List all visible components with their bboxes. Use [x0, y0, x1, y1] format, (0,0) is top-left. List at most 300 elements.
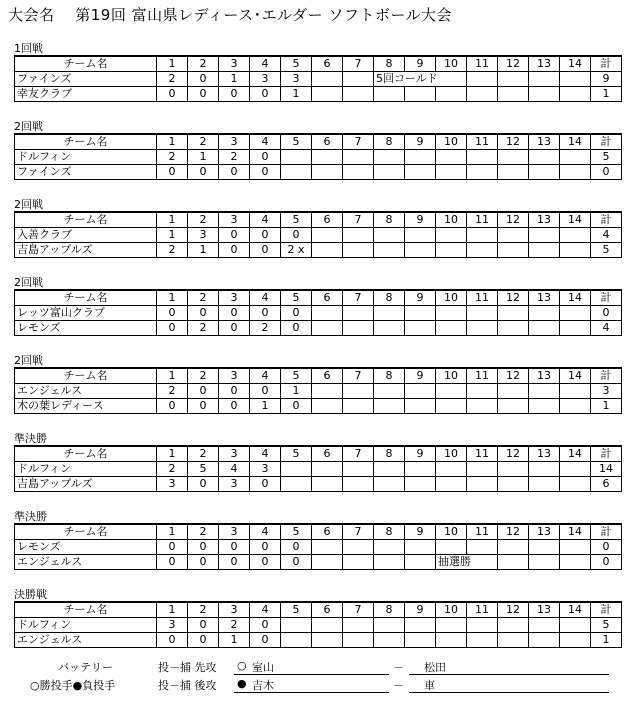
inning-score: [374, 306, 405, 321]
inning-score: [436, 618, 467, 633]
total-score: 0: [591, 306, 622, 321]
inning-score: [560, 540, 591, 555]
team-row: [15, 384, 622, 399]
inning-header: 6: [312, 368, 343, 384]
inning-header: 12: [498, 368, 529, 384]
team-name-header: チーム名: [15, 290, 157, 306]
header-row: [15, 446, 622, 462]
inning-score: [529, 243, 560, 258]
inning-score: [529, 462, 560, 477]
inning-header: 3: [219, 368, 250, 384]
inning-score: [467, 72, 498, 87]
inning-header: 7: [343, 290, 374, 306]
inning-score: [498, 384, 529, 399]
total-header: 計: [591, 290, 622, 306]
inning-header: 1: [157, 602, 188, 618]
pitcher-legend: ○勝投手●負投手: [30, 679, 116, 692]
inning-header: 10: [436, 134, 467, 150]
inning-score: [405, 228, 436, 243]
inning-header: 9: [405, 56, 436, 72]
inning-score: [312, 72, 343, 87]
inning-score: [529, 633, 560, 648]
total-score: 4: [591, 228, 622, 243]
inning-score: [374, 399, 405, 414]
inning-score: [374, 228, 405, 243]
inning-header: 10: [436, 446, 467, 462]
inning-score: [343, 399, 374, 414]
inning-score: [560, 165, 591, 180]
inning-header: 4: [250, 524, 281, 540]
inning-header: 12: [498, 446, 529, 462]
inning-header: 4: [250, 56, 281, 72]
total-header: 計: [591, 212, 622, 228]
score-table: [14, 211, 622, 258]
inning-score: [529, 306, 560, 321]
inning-score: [343, 555, 374, 570]
inning-score: 3: [188, 228, 219, 243]
inning-score: 0: [281, 399, 312, 414]
inning-header: 4: [250, 212, 281, 228]
team-name: エンジェルス: [15, 633, 157, 648]
inning-score: [467, 633, 498, 648]
inning-score: 0: [219, 540, 250, 555]
inning-score: [436, 306, 467, 321]
inning-score: 3: [157, 477, 188, 492]
inning-header: 14: [560, 290, 591, 306]
inning-header: 3: [219, 602, 250, 618]
inning-header: 9: [405, 134, 436, 150]
inning-header: 14: [560, 524, 591, 540]
inning-header: 10: [436, 56, 467, 72]
inning-score: 3: [250, 462, 281, 477]
inning-score: [498, 306, 529, 321]
inning-header: 7: [343, 446, 374, 462]
inning-score: 1: [281, 384, 312, 399]
inning-header: 6: [312, 524, 343, 540]
inning-header: 14: [560, 602, 591, 618]
header-row: [15, 56, 622, 72]
inning-score: 0: [219, 321, 250, 336]
total-score: 3: [591, 384, 622, 399]
inning-header: 8: [374, 446, 405, 462]
inning-header: 4: [250, 134, 281, 150]
inning-score: 0: [188, 87, 219, 102]
inning-header: 5: [281, 524, 312, 540]
inning-score: 0: [281, 540, 312, 555]
team-name: エンジェルス: [15, 555, 157, 570]
team-name-header: チーム名: [15, 134, 157, 150]
inning-score: 0: [219, 243, 250, 258]
header-row: [15, 524, 622, 540]
inning-score: [405, 555, 436, 570]
inning-score: [467, 243, 498, 258]
team-name: ドルフィン: [15, 462, 157, 477]
team-name: レモンズ: [15, 540, 157, 555]
inning-score: 2: [157, 243, 188, 258]
inning-score: 2: [157, 150, 188, 165]
inning-score: 1: [281, 87, 312, 102]
inning-score: 0: [157, 540, 188, 555]
inning-header: 14: [560, 212, 591, 228]
inning-header: 11: [467, 602, 498, 618]
inning-score: [467, 321, 498, 336]
inning-header: 11: [467, 56, 498, 72]
header-row: [15, 368, 622, 384]
inning-header: 8: [374, 134, 405, 150]
inning-score: 0: [250, 87, 281, 102]
inning-score: 0: [250, 618, 281, 633]
team-row: [15, 399, 622, 414]
total-score: 4: [591, 321, 622, 336]
total-score: 0: [591, 555, 622, 570]
inning-score: [560, 618, 591, 633]
inning-score: [436, 243, 467, 258]
score-table: [14, 289, 622, 336]
inning-score: [498, 165, 529, 180]
inning-score: [343, 477, 374, 492]
inning-header: 5: [281, 56, 312, 72]
inning-score: [374, 633, 405, 648]
inning-score: [312, 306, 343, 321]
inning-score: [467, 384, 498, 399]
inning-score: [343, 165, 374, 180]
inning-score: [281, 150, 312, 165]
inning-score: [529, 150, 560, 165]
inning-header: 2: [188, 524, 219, 540]
total-score: 1: [591, 399, 622, 414]
inning-header: 2: [188, 212, 219, 228]
total-score: 1: [591, 87, 622, 102]
inning-header: 9: [405, 524, 436, 540]
team-row: [15, 306, 622, 321]
team-name: レモンズ: [15, 321, 157, 336]
inning-score: [436, 633, 467, 648]
inning-score: [374, 618, 405, 633]
team-row: [15, 243, 622, 258]
inning-score: 0: [188, 555, 219, 570]
inning-score: [312, 384, 343, 399]
inning-header: 12: [498, 290, 529, 306]
total-score: 5: [591, 150, 622, 165]
inning-score: [405, 540, 436, 555]
inning-score: 0: [250, 540, 281, 555]
inning-score: [405, 618, 436, 633]
inning-header: 7: [343, 524, 374, 540]
inning-header: 12: [498, 212, 529, 228]
inning-score: [343, 462, 374, 477]
inning-header: 13: [529, 602, 560, 618]
inning-score: 0: [250, 555, 281, 570]
battery-row2-catcher-line: [409, 692, 609, 693]
inning-score: [312, 462, 343, 477]
inning-score: [467, 477, 498, 492]
total-score: 6: [591, 477, 622, 492]
inning-score: [498, 462, 529, 477]
inning-header: 12: [498, 524, 529, 540]
inning-score: [405, 87, 436, 102]
inning-score: 2: [157, 72, 188, 87]
total-header: 計: [591, 368, 622, 384]
inning-score: [343, 150, 374, 165]
inning-header: 2: [188, 446, 219, 462]
inning-score: [312, 555, 343, 570]
inning-score: 0: [157, 87, 188, 102]
inning-header: 8: [374, 56, 405, 72]
inning-header: 7: [343, 368, 374, 384]
inning-score: [529, 477, 560, 492]
score-table: [14, 523, 622, 570]
inning-score: 0: [219, 555, 250, 570]
team-name: レッツ富山クラブ: [15, 306, 157, 321]
team-name: エンジェルス: [15, 384, 157, 399]
team-row: [15, 633, 622, 648]
inning-score: [467, 462, 498, 477]
inning-header: 13: [529, 212, 560, 228]
loss-mark-icon: ●: [237, 677, 247, 690]
inning-score: 1: [250, 399, 281, 414]
inning-score: 0: [188, 618, 219, 633]
inning-score: [436, 540, 467, 555]
inning-header: 12: [498, 602, 529, 618]
inning-header: 10: [436, 524, 467, 540]
inning-score: [405, 150, 436, 165]
inning-score: [560, 72, 591, 87]
inning-score: 0: [188, 72, 219, 87]
inning-score: 0: [219, 306, 250, 321]
team-name-header: チーム名: [15, 368, 157, 384]
battery-row2-dash: －: [393, 679, 404, 692]
battery-row2-pitcher-line: [234, 692, 389, 693]
team-name-header: チーム名: [15, 56, 157, 72]
game-note: 5回コールド: [374, 72, 467, 87]
inning-score: [529, 228, 560, 243]
inning-header: 5: [281, 368, 312, 384]
inning-header: 9: [405, 290, 436, 306]
inning-header: 3: [219, 524, 250, 540]
battery-row1-dash: －: [393, 661, 404, 674]
inning-score: [529, 87, 560, 102]
inning-header: 13: [529, 134, 560, 150]
team-row: [15, 618, 622, 633]
inning-header: 9: [405, 212, 436, 228]
inning-score: [498, 618, 529, 633]
inning-score: [312, 150, 343, 165]
inning-score: [467, 306, 498, 321]
total-header: 計: [591, 134, 622, 150]
inning-score: [529, 555, 560, 570]
team-row: [15, 462, 622, 477]
score-table: [14, 601, 622, 648]
inning-score: [405, 165, 436, 180]
inning-score: [436, 477, 467, 492]
inning-score: [467, 540, 498, 555]
team-name: ドルフィン: [15, 618, 157, 633]
inning-header: 8: [374, 368, 405, 384]
inning-header: 6: [312, 602, 343, 618]
inning-score: [312, 321, 343, 336]
team-name: ファインズ: [15, 165, 157, 180]
inning-header: 14: [560, 56, 591, 72]
inning-score: [498, 243, 529, 258]
inning-score: [498, 87, 529, 102]
inning-score: 0: [250, 243, 281, 258]
inning-score: [343, 540, 374, 555]
game-round-label: 1回戦: [14, 42, 43, 55]
inning-score: [405, 243, 436, 258]
team-name: 吉島アップルズ: [15, 243, 157, 258]
inning-header: 8: [374, 602, 405, 618]
inning-score: 0: [219, 399, 250, 414]
header-row: [15, 212, 622, 228]
battery-row1-catcher: 松田: [424, 661, 446, 674]
inning-header: 8: [374, 290, 405, 306]
inning-header: 10: [436, 212, 467, 228]
inning-header: 11: [467, 524, 498, 540]
inning-score: 0: [250, 165, 281, 180]
inning-score: 3: [281, 72, 312, 87]
inning-score: [343, 87, 374, 102]
inning-score: [560, 321, 591, 336]
inning-header: 11: [467, 368, 498, 384]
inning-score: 0: [281, 321, 312, 336]
inning-header: 7: [343, 134, 374, 150]
inning-score: [560, 306, 591, 321]
inning-score: [436, 87, 467, 102]
inning-score: [467, 399, 498, 414]
team-name: 吉島アップルズ: [15, 477, 157, 492]
battery-row1-pitcher-line: [234, 674, 389, 675]
team-name: 木の葉レディース: [15, 399, 157, 414]
inning-score: [560, 384, 591, 399]
inning-score: 2: [219, 150, 250, 165]
inning-score: 0: [188, 477, 219, 492]
inning-score: [312, 87, 343, 102]
inning-header: 2: [188, 602, 219, 618]
inning-score: [436, 462, 467, 477]
team-row: [15, 540, 622, 555]
inning-score: [405, 321, 436, 336]
inning-score: 0: [250, 306, 281, 321]
inning-score: 1: [219, 633, 250, 648]
game-round-label: 2回戦: [14, 276, 43, 289]
inning-score: [529, 72, 560, 87]
team-name: 幸友クラブ: [15, 87, 157, 102]
team-row: [15, 321, 622, 336]
inning-score: 4: [219, 462, 250, 477]
inning-score: [498, 633, 529, 648]
header-row: [15, 290, 622, 306]
inning-header: 3: [219, 56, 250, 72]
inning-header: 8: [374, 524, 405, 540]
inning-score: [560, 633, 591, 648]
inning-score: [374, 87, 405, 102]
inning-header: 10: [436, 368, 467, 384]
inning-score: [529, 321, 560, 336]
battery-row2-catcher: 車: [424, 679, 435, 692]
team-row: [15, 150, 622, 165]
inning-score: [529, 384, 560, 399]
inning-score: [374, 462, 405, 477]
inning-score: [498, 228, 529, 243]
inning-header: 5: [281, 602, 312, 618]
inning-header: 7: [343, 212, 374, 228]
inning-score: [374, 150, 405, 165]
game-round-label: 2回戦: [14, 198, 43, 211]
inning-score: 0: [250, 477, 281, 492]
inning-score: [343, 228, 374, 243]
game-round-label: 準決勝: [14, 510, 47, 523]
inning-header: 1: [157, 290, 188, 306]
inning-score: [281, 633, 312, 648]
inning-header: 3: [219, 212, 250, 228]
inning-header: 6: [312, 134, 343, 150]
inning-score: [498, 555, 529, 570]
inning-score: [529, 618, 560, 633]
team-row: [15, 72, 622, 87]
inning-score: [529, 540, 560, 555]
inning-header: 13: [529, 446, 560, 462]
inning-header: 4: [250, 290, 281, 306]
inning-header: 13: [529, 368, 560, 384]
inning-header: 3: [219, 290, 250, 306]
inning-score: [343, 72, 374, 87]
total-score: 0: [591, 165, 622, 180]
inning-score: [467, 87, 498, 102]
inning-score: [560, 150, 591, 165]
team-row: [15, 477, 622, 492]
inning-score: [560, 555, 591, 570]
team-row: [15, 87, 622, 102]
inning-header: 13: [529, 56, 560, 72]
battery-row2-prefix: 投－捕 後攻: [158, 679, 217, 692]
team-name-header: チーム名: [15, 446, 157, 462]
inning-score: 2: [157, 462, 188, 477]
inning-header: 11: [467, 212, 498, 228]
inning-score: [436, 399, 467, 414]
inning-header: 1: [157, 212, 188, 228]
inning-score: [405, 633, 436, 648]
inning-score: 0: [219, 228, 250, 243]
inning-score: [374, 555, 405, 570]
inning-score: [467, 618, 498, 633]
inning-header: 1: [157, 446, 188, 462]
inning-score: [312, 633, 343, 648]
battery-row2-pitcher: 吉木: [252, 679, 274, 692]
score-table: [14, 133, 622, 180]
inning-score: [529, 165, 560, 180]
team-name: 入善クラブ: [15, 228, 157, 243]
inning-score: [405, 306, 436, 321]
inning-score: 2: [250, 321, 281, 336]
inning-score: 0: [188, 165, 219, 180]
inning-header: 3: [219, 134, 250, 150]
inning-score: [436, 150, 467, 165]
team-name-header: チーム名: [15, 524, 157, 540]
inning-score: 2: [219, 618, 250, 633]
inning-header: 5: [281, 290, 312, 306]
inning-score: 0: [250, 228, 281, 243]
inning-score: [312, 618, 343, 633]
inning-header: 12: [498, 134, 529, 150]
inning-header: 4: [250, 368, 281, 384]
total-score: 5: [591, 618, 622, 633]
battery-row1-catcher-line: [409, 674, 609, 675]
inning-score: [312, 540, 343, 555]
inning-score: 3: [219, 477, 250, 492]
inning-header: 9: [405, 368, 436, 384]
inning-score: [560, 243, 591, 258]
inning-header: 14: [560, 446, 591, 462]
